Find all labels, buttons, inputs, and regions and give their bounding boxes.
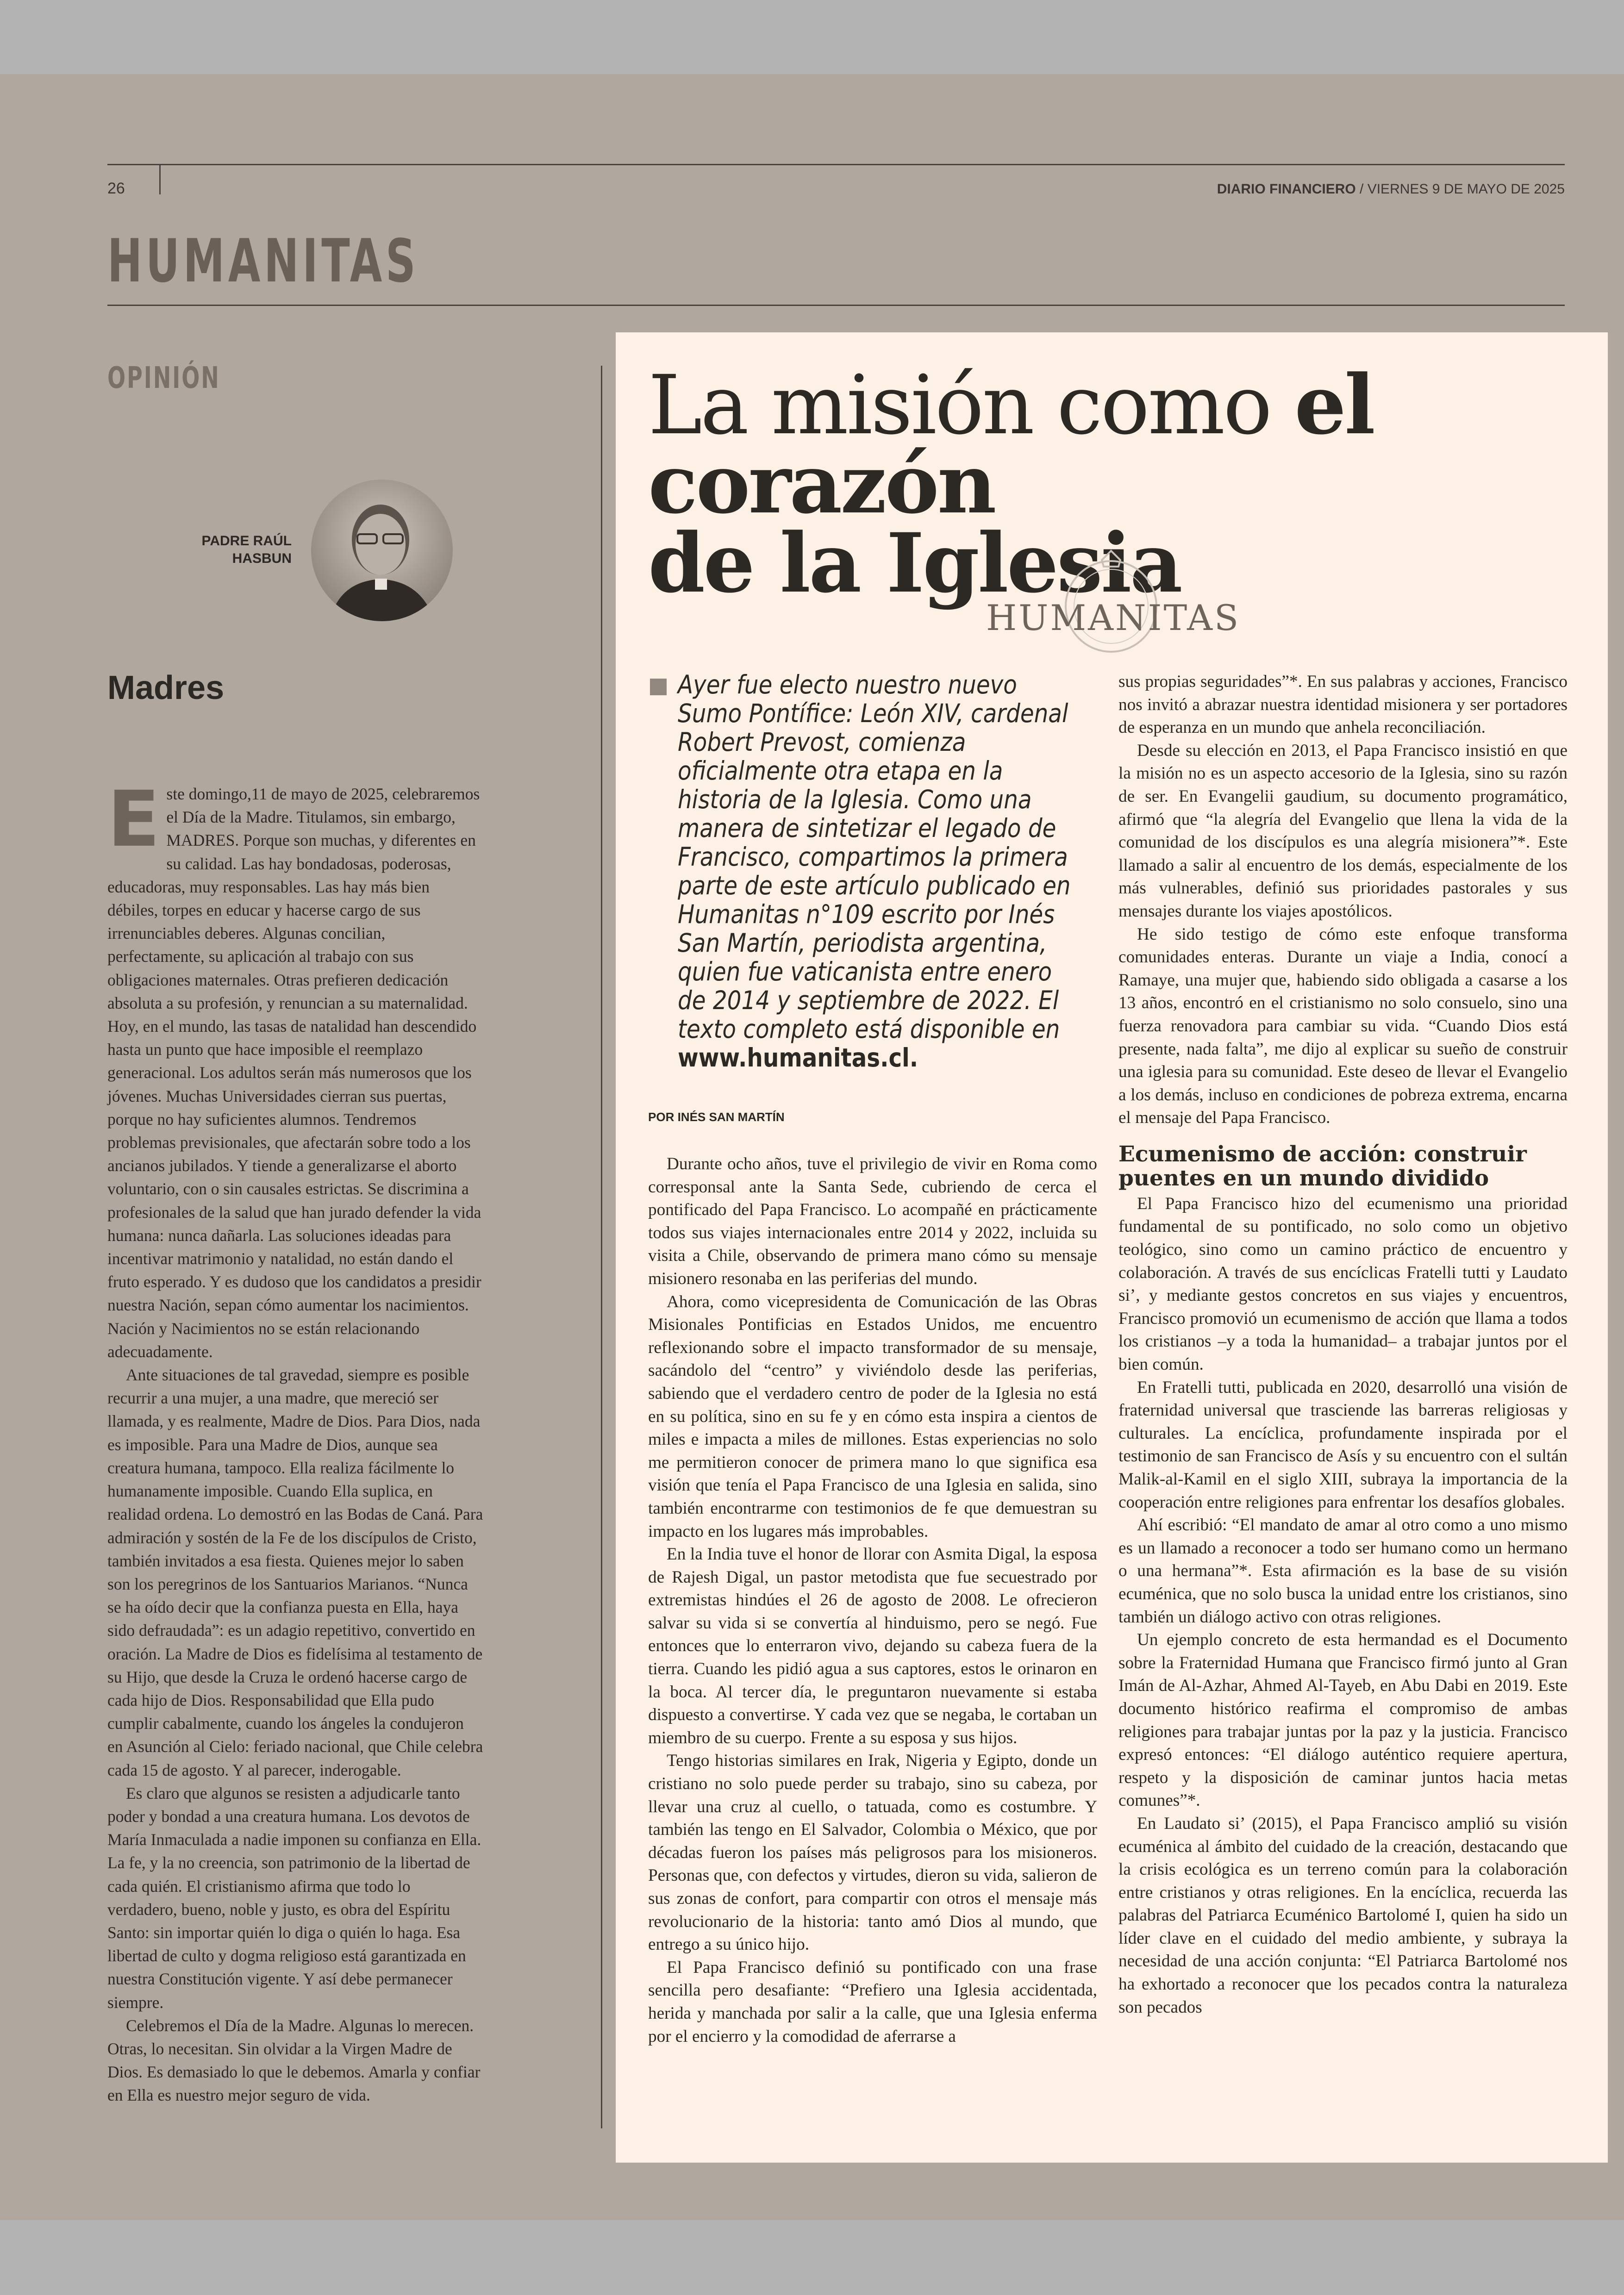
author-name [167, 532, 292, 568]
article-paragraph: Desde su elección en 2013, el Papa Francisco insistió en que la misión no es un aspecto accesorio de la Iglesia, sino su razón de ser. En Evangelii gaudium, su documento programático, afirmó que “la alegría del Evangelio que llena la vida de la comunidad de los discípulos es una alegría misionera”*. Este llamado a salir al encuentro de los demás, especialmente de los más vulnerables, definió sus prioridades pastorales y sus mensajes durante los viajes apostólicos. [1118, 741, 1568, 921]
opinion-headline: Madres [107, 669, 225, 706]
section-rule [107, 305, 1565, 306]
feature-intro: Ayer fue electo nuestro nuevo Sumo Pontífice: León XIV, cardenal Robert Prevost, comienza oficialmente otra etapa en la historia de la Iglesia. Como una manera de sintetizar el legado de Francisco, compartimos la primera parte de este artículo publicado en Humanitas n°109 escrito por Inés San Martín, periodista argentina, quien fue vaticanista entre enero de 2014 y septiembre de 2022. El texto completo está disponible en www.humanitas.cl. [678, 670, 1071, 1073]
masthead [1217, 181, 1565, 197]
article-paragraph: El Papa Francisco definió su pontificado con una frase sencilla pero desafiante: “Prefiero una Iglesia accidentada, herida y manchada por salir a la calle, que una Iglesia enferma por el encierro y la comodidad de aferrarse a [648, 1958, 1097, 2046]
opinion-paragraph: Este domingo,11 de mayo de 2025, celebraremos el Día de la Madre. Titulamos, sin embargo, MADRES. Porque son muchas, y diferentes en su calidad. Las hay bondadosas, poderosas, educadoras, muy responsables. Las hay más bien débiles, torpes en educar y hacerse cargo de sus irrenunciables deberes. Algunas concilian, perfectamente, su aplicación al trabajo con sus obligaciones maternales. Otras prefieren dedicación absoluta a su profesión, y renuncian a su maternalidad. Hoy, en el mundo, las tasas de natalidad han descendido hasta un punto que hace imposible el reemplazo generacional. Los adultos serán más numerosos que los jóvenes. Muchas Universidades cierran sus puertas, porque no hay suficientes alumnos. Tendremos problemas previsionales, que afectarán sobre todo a los ancianos jubilados. Y tiende a generalizarse el aborto voluntario, con o sin causales estrictas. Se discrimina a profesionales de la salud que han jurado defender la vida humana: nunca dañarla. Las soluciones ideadas para incentivar matrimonio y natalidad, no están dando el fruto esperado. Y es dudoso que los candidatos a presidir nuestra Nación, sepan cómo aumentar los nacimientos. Nación y Nacimientos no se están relacionando adecuadamente. [107, 775, 481, 1361]
article-paragraph: En Laudato si’ (2015), el Papa Francisco amplió su visión ecuménica al ámbito del cuidado de la creación, destacando que la crisis ecológica es un terreno común para la colaboración entre cristianos y otras religiones. En la encíclica, recuerda las palabras del Patriarca Ecuménico Bartolomé I, quien ha sido un líder clave en el cuidado del medio ambiente, y subraya la necesidad de una acción conjunta: “El Patriarca Bartolomé nos ha exhortado a reconocer que los pecados contra la naturaleza son pecados [1118, 1814, 1568, 2017]
article-paragraph: Durante ocho años, tuve el privilegio de vivir en Roma como corresponsal ante la Santa Sede, cubriendo de cerca el pontificado del Papa Francisco. Lo acompañé en prácticamente todos sus viajes internacionales entre 2014 y 2022, incluida su visita a Chile, observando de primera mano cómo su mensaje misionero resonaba en las periferias del mundo. [648, 1154, 1097, 1288]
article-paragraph: He sido testigo de cómo este enfoque transforma comunidades enteras. Durante un viaje a India, conocí a Ramaye, una mujer que, habiendo sido obligada a casarse a los 13 años, encontró en el cristianismo no solo consuelo, sino una fuerza renovadora para cambiar su vida. “Cuando Dios está presente, nada falta”, me dijo al explicar su sueño de construir una iglesia para su comunidad. Este deseo de llevar el Evangelio a los demás, incluso en condiciones de pobreza extrema, encarna el mensaje del Papa Francisco. [1118, 924, 1568, 1128]
author-first: PADRE RAÚL [201, 533, 292, 549]
article-paragraph: El Papa Francisco hizo del ecumenismo una prioridad fundamental de su pontificado, no solo como un objetivo teológico, sino como un camino práctico de encuentro y colaboración. A través de sus encíclicas Fratelli tutti y Laudato si’, y mediante gestos concretos en sus viajes y encuentros, Francisco promovió un ecumenismo de acción que llama a todos los cristianos –y a toda la humanidad– a trabajar juntos por el bien común. [1118, 1194, 1568, 1374]
top-rule [107, 164, 1565, 165]
author-portrait [311, 480, 453, 621]
article-paragraph: Ahora, como vicepresidenta de Comunicación de las Obras Misionales Pontificias en Estados Unidos, me encuentro reflexionando sobre el impacto transformador de su mensaje, sacándolo del “centro” y viviéndolo desde las periferias, sabiendo que el verdadero centro de poder de la Iglesia no está en su política, sino en su fe y en cómo esta inspira a cientos de miles e impacta a miles de millones. Estas experiencias no solo me permitieron conocer de primera mano lo que significa esa visión que tenía el Papa Francisco de una Iglesia en salida, sino también encontrarme con testimonios de fe que demuestran su impacto en los lugares más improbables. [648, 1292, 1097, 1541]
page-number-divider [159, 165, 161, 194]
article-paragraph: Un ejemplo concreto de esta hermandad es el Documento sobre la Fraternidad Humana que Francisco firmó junto al Gran Imán de Al-Azhar, Ahmed Al-Tayeb, en Abu Dabi en 2019. Este documento histórico reafirma el compromiso de ambas religiones para trabajar juntas por la paz y la justicia. Francisco expresó entonces: “El diálogo auténtico requiere apertura, respeto y la disposición de caminar juntos hacia metas comunes”*. [1118, 1630, 1568, 1810]
opinion-paragraph: Ante situaciones de tal gravedad, siempre es posible recurrir a una mujer, a una madre, que mereció ser llamada, y es realmente, Madre de Dios. Para Dios, nada es imposible. Para una Madre de Dios, aunque sea creatura humana, tampoco. Ella realiza fácilmente lo humanamente imposible. Cuando Ella suplica, en realidad ordena. Lo demostró en las Bodas de Caná. Para admiración y sostén de la Fe de los discípulos de Cristo, también invitados a esa fiesta. Quienes mejor lo saben son los peregrinos de los Santuarios Marianos. “Nunca se ha oído decir que la confianza puesta en Ella, haya sido defraudada”: es un adagio repetitivo, convertido en oración. La Madre de Dios es fidelísima al testamento de su Hijo, que desde la Cruza le ordenó hacerse cargo de cada hijo de Dios. Responsabilidad que Ella pudo cumplir cabalmente, cuando los ángeles la condujeron en Asunción al Cielo: feriado nacional, que Chile celebra cada 15 de agosto. Y al parecer, inderogable. [107, 1366, 483, 1779]
intro-square-bullet [650, 679, 667, 695]
feature-title: La misión como el corazón de la Iglesia [648, 357, 1374, 611]
byline: POR INÉS SAN MARTÍN [648, 1110, 785, 1124]
author-last: HASBUN [232, 551, 292, 566]
author-avatar [311, 480, 453, 621]
publication-name: DIARIO FINANCIERO [1217, 181, 1356, 197]
article-paragraph: En la India tuve el honor de llorar con Asmita Digal, la esposa de Rajesh Digal, un pastor metodista que fue secuestrado por extremistas hindúes el 26 de agosto de 2008. Le ofrecieron salvar su vida si se convertía al hinduismo, pero se negó. Fue entonces que lo enterraron vivo, dejando su cabeza fuera de la tierra. Cuando les pidió agua a sus captores, estos le orinaron en la boca. Al tercer día, le preguntaron nuevamente si estaba dispuesto a convertirse. Y cada vez que se negaba, le cortaban un miembro de su cuerpo. Frente a su esposa y sus hijos. [648, 1545, 1097, 1747]
article-paragraph: Ahí escribió: “El mandato de amar al otro como a uno mismo es un llamado a reconocer a todo ser humano como un hermano o una hermana”*. Esta afirmación es la base de su visión ecuménica, que no solo busca la unidad entre los cristianos, sino también un diálogo activo con otras religiones. [1118, 1515, 1568, 1627]
humanitas-logo [986, 546, 1241, 662]
scan-margin-bottom [0, 2220, 1624, 2295]
opinion-body [107, 775, 483, 2107]
article-paragraph: En Fratelli tutti, publicada en 2020, desarrolló una visión de fraternidad universal que trasciende las barreras religiosas y culturales. La encíclica, profundamente inspirada por el testimonio de san Francisco de Asís y su encuentro con el sultán Malik-al-Kamil en el siglo XIII, subraya la importancia de la cooperación entre religiones para enfrentar los desafíos globales. [1118, 1378, 1568, 1512]
article-paragraph: Tengo historias similares en Irak, Nigeria y Egipto, donde un cristiano no solo puede perder su trabajo, sino su cabeza, por llevar una cruz al cuello, o tatuada, como es costumbre. Y también las tengo en El Salvador, Colombia o México, que por décadas fueron los países más peligrosos para los misioneros. Personas que, con defectos y virtudes, dieron su vida, salieron de sus zonas de confort, para compartir con otros el mensaje más revolucionario de la historia: tanto amó Dios al mundo, que entrego a su único hijo. [648, 1751, 1097, 1954]
section-title: HUMANITAS [107, 227, 419, 296]
drop-cap: E [107, 775, 160, 864]
logo-text: HUMANITAS [986, 597, 1241, 638]
issue-date: / VIERNES 9 DE MAYO DE 2025 [1360, 181, 1565, 197]
opinion-label: OPINIÓN [107, 361, 220, 395]
humanitas-link[interactable]: www.humanitas.cl. [678, 1043, 918, 1073]
article-column-2 [1118, 670, 1568, 2019]
article-paragraph: sus propias seguridades”*. En sus palabras y acciones, Francisco nos invitó a abrazar nuestra identidad misionera y ser portadores de esperanza en un mundo que anhela reconciliación. [1118, 672, 1568, 737]
opinion-paragraph: Celebremos el Día de la Madre. Algunas lo merecen. Otras, lo necesitan. Sin olvidar a la Virgen Madre de Dios. Es demasiado lo que le debemos. Amarla y confiar en Ella es nuestro mejor seguro de vida. [107, 2016, 481, 2105]
column-divider [601, 366, 602, 2128]
page-number: 26 [107, 180, 125, 197]
article-column-1 [648, 1153, 1097, 2048]
opinion-paragraph: Es claro que algunos se resisten a adjudicarle tanto poder y bondad a una creatura humana. Los devotos de María Inmaculada a nadie imponen su confianza en Ella. La fe, y la no creencia, son patrimonio de la libertad de cada quién. El cristianismo afirma que todo lo verdadero, bueno, noble y justo, es obra del Espíritu Santo: sin importar quién lo diga o quién lo haga. Esa libertad de culto y dogma religioso está garantizada en nuestra Constitución vigente. Y así debe permanecer siempre. [107, 1784, 481, 2012]
article-subhead: Ecumenismo de acción: construir puentes en un mundo dividido [1118, 1141, 1527, 1191]
